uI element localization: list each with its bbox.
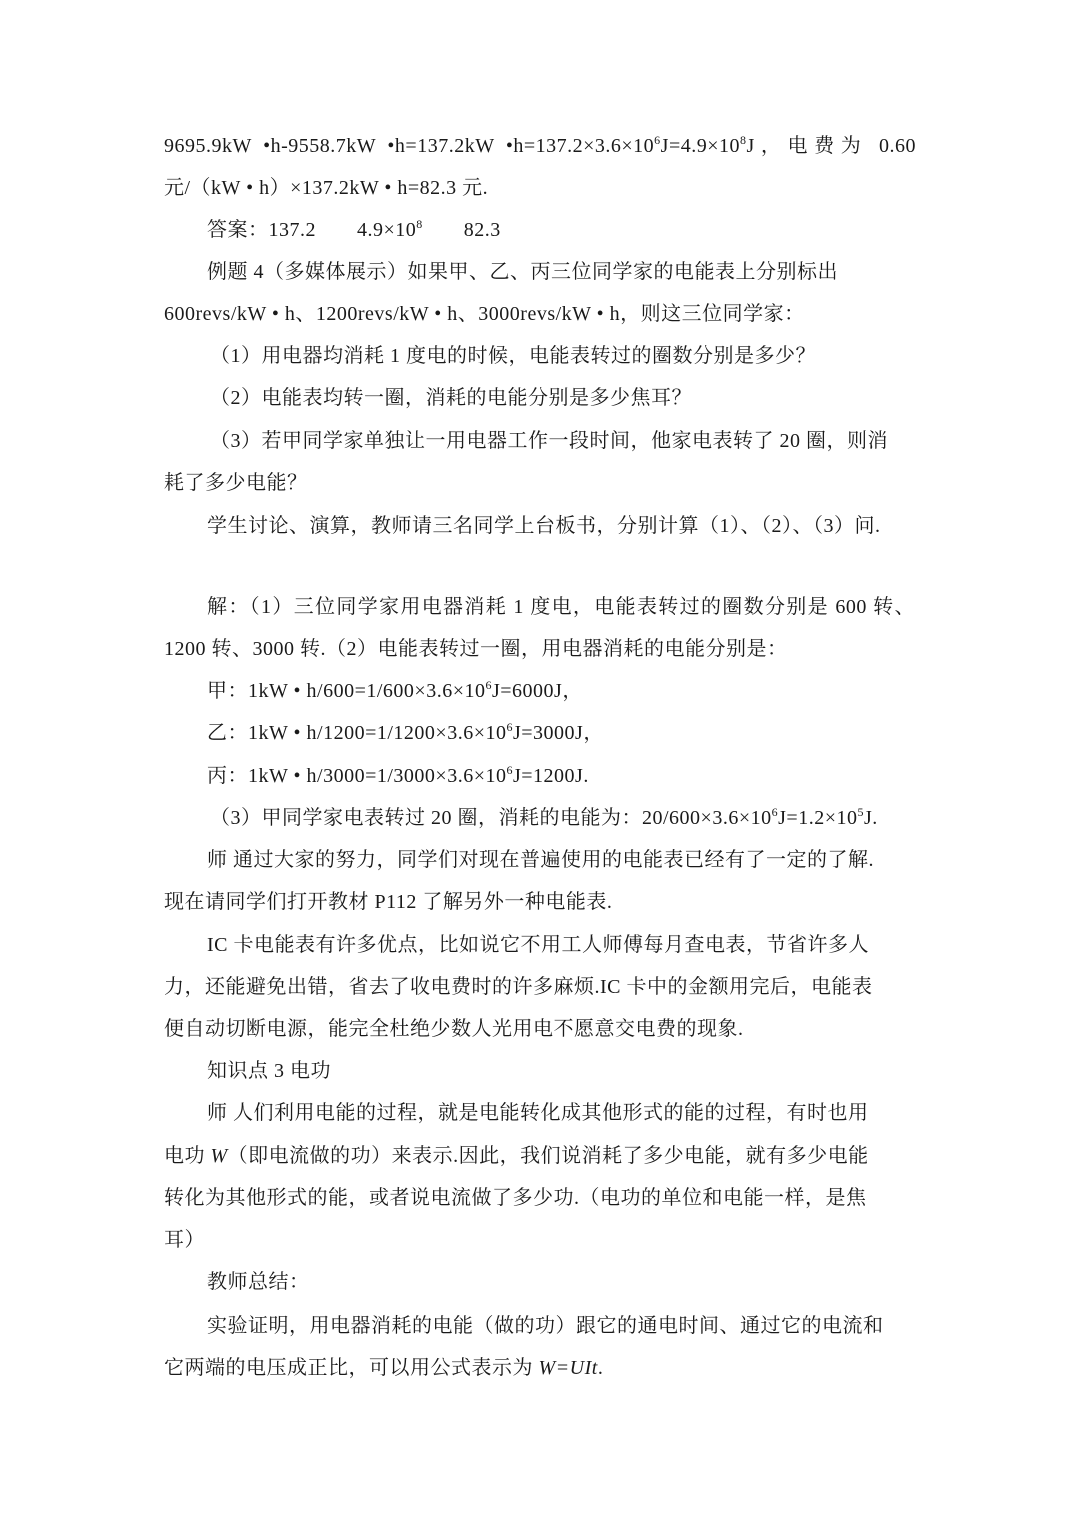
formula-line-yi: 乙：1kW • $h/1200=1/1200\times 3.6\times 10^6J=3000J$， [207, 720, 604, 744]
text-line: 力，还能避免出错，省去了收电费时的许多麻烦.IC 卡中的金额用完后，电能表 [164, 976, 873, 998]
text-line: 元/（kW • h）×137.2kW • h=82.3 元. [164, 177, 489, 199]
text-line: 现在请同学们打开教材 P112 了解另外一种电能表. [164, 891, 613, 913]
text-line: 师 通过大家的努力，同学们对现在普遍使用的电能表已经有了一定的了解. [207, 849, 874, 871]
solution-line-3: （3）甲同学家电表转过 20 圈，消耗的电能为：$20/600\times 3.6\times 10^6J=1.2\times 10^5J$. [210, 805, 878, 829]
text-line: 转化为其他形式的能，或者说电流做了多少功.（电功的单位和电能一样，是焦 [164, 1187, 867, 1209]
text-line: 师 人们利用电能的过程，就是电能转化成其他形式的能的过程，有时也用 [207, 1102, 869, 1124]
question-1: （1）用电器均消耗 1 度电的时候，电能表转过的圈数分别是多少？ [210, 345, 816, 367]
solution-line: 解：（1）三位同学家用电器消耗 1 度电，电能表转过的圈数分别是 600 转、 [207, 596, 915, 618]
summary-heading: 教师总结： [207, 1271, 310, 1293]
formula-line-bing: 丙：1kW • $h/3000=1/3000\times 3.6\times 10^6J=1200J$. [207, 763, 589, 787]
text-line: 电功 W（即电流做的功）来表示.因此，我们说消耗了多少电能，就有多少电能 [164, 1145, 869, 1167]
formula-line: 它两端的电压成正比，可以用公式表示为 W=UIt. [164, 1357, 604, 1379]
text-line: 9695.9kW •h-9558.7kW •h=137.2kW $•h=137.2\times 3.6\times 10^6J=4.9\times 10^8J$，电费为 0.60 [164, 133, 916, 157]
formula-line-jia: 甲：1kW • $h/600=1/600\times 3.6\times 10^6J=6000J$， [207, 678, 583, 702]
question-2: （2）电能表均转一圈，消耗的电能分别是多少焦耳？ [210, 387, 692, 409]
answer-line: 答案：137.2 $4.9\times 10^8$ 82.3 [207, 217, 501, 241]
text-line: 耗了多少电能？ [164, 472, 308, 494]
example-heading: 例题 4（多媒体展示）如果甲、乙、丙三位同学家的电能表上分别标出 [207, 261, 838, 283]
text-line: 便自动切断电源，能完全杜绝少数人光用电不愿意交电费的现象. [164, 1018, 744, 1040]
text-line: 耳） [164, 1229, 205, 1251]
text-line: 实验证明，用电器消耗的电能（做的功）跟它的通电时间、通过它的电流和 [207, 1315, 884, 1337]
text-line: 学生讨论、演算，教师请三名同学上台板书，分别计算（1）、（2）、（3）问. [207, 515, 881, 537]
text-line: IC 卡电能表有许多优点，比如说它不用工人师傅每月查电表，节省许多人 [207, 934, 869, 956]
text-line: 1200 转、3000 转.（2）电能表转过一圈，用电器消耗的电能分别是： [164, 638, 788, 660]
text-line: 600revs/kW • h、1200revs/kW • h、3000revs/kW • h，则这三位同学家： [164, 303, 805, 325]
question-3: （3）若甲同学家单独让一用电器工作一段时间，他家电表转了 20 圈，则消 [210, 430, 888, 452]
section-heading: 知识点 3 电功 [207, 1060, 331, 1082]
